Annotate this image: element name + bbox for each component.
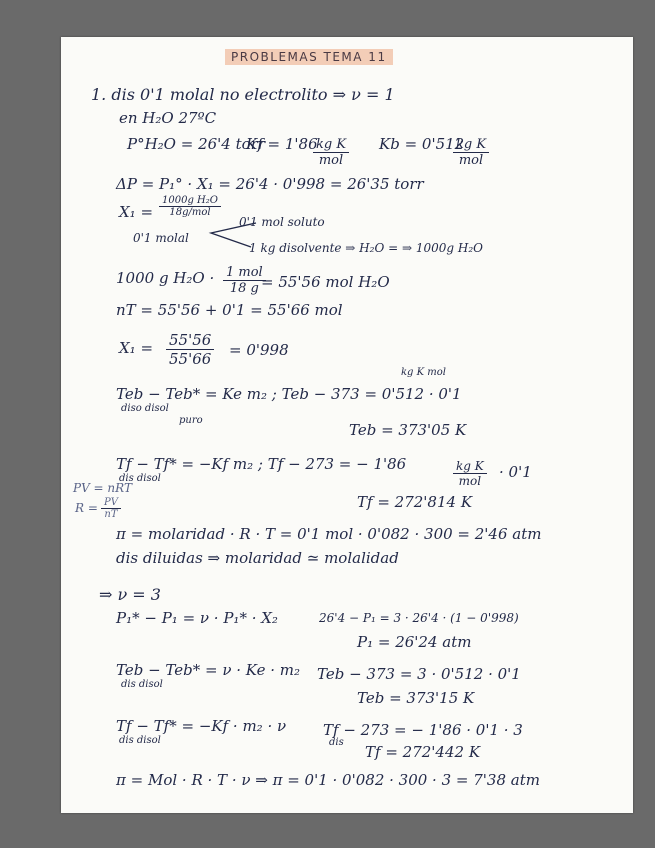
dilute-note: dis diluidas ⇒ molaridad ≃ molalidad	[116, 549, 399, 567]
osmotic-nu-equation: π = Mol · R · T · ν ⇒ π = 0'1 · 0'082 · 300 · 3 = 7'38 atm	[116, 771, 540, 789]
kb-units: kg K mol	[453, 137, 489, 168]
kf-constant: Kf = 1'86	[246, 135, 318, 153]
x1-fraction-label: X₁ =	[119, 339, 154, 357]
ebullition-result: Teb = 373'05 K	[349, 421, 467, 439]
freezing-multiplier: · 0'1	[499, 463, 532, 481]
solute-amount: 0'1 mol soluto	[239, 215, 325, 229]
ebullition-subscripts: diso disol	[121, 403, 169, 414]
kb-constant: Kb = 0'512	[379, 135, 465, 153]
molal-label: 0'1 molal	[133, 231, 189, 245]
osmotic-pressure: π = molaridad · R · T = 0'1 mol · 0'082 · 300 = 2'46 atm	[116, 525, 542, 543]
ebullition-nu-substitution: Teb − 373 = 3 · 0'512 · 0'1	[317, 665, 521, 683]
ebullition-puro: puro	[179, 415, 203, 426]
freezing-result: Tf = 272'814 K	[357, 493, 473, 511]
freezing-subscripts: dis disol	[119, 473, 161, 484]
scratch-fraction: 1000g H₂O 18g/mol	[159, 195, 221, 218]
freezing-nu-subscripts: dis disol	[119, 735, 161, 746]
page-title: PROBLEMAS TEMA 11	[225, 49, 393, 65]
mol-per-gram: 1 mol 18 g	[223, 265, 266, 296]
ebullition-units-top: kg K mol	[401, 367, 446, 378]
freezing-nu-substitution: Tf − 273 = − 1'86 · 0'1 · 3	[323, 721, 523, 739]
kf-units: kg K mol	[313, 137, 349, 168]
ebullition-nu-equation: Teb − Teb* = ν · Ke · m₂	[116, 661, 300, 679]
ebullition-nu-result: Teb = 373'15 K	[357, 689, 475, 707]
total-moles: nT = 55'56 + 0'1 = 55'66 mol	[116, 301, 343, 319]
freezing-nu-equation: Tf − Tf* = −Kf · m₂ · ν	[116, 717, 287, 735]
x1-label: X₁ =	[119, 203, 154, 221]
raoult-result: P₁ = 26'24 atm	[357, 633, 472, 651]
x1-fraction: $\frac{55'56}{55'66}$	[166, 331, 214, 368]
side-note-r: R =	[75, 501, 98, 515]
case-nu-3: ⇒ ν = 3	[99, 585, 161, 604]
side-note-fraction: $\frac{PV}{nT}$	[101, 497, 121, 520]
conditions-line: en H₂O 27ºC	[119, 109, 217, 127]
notebook-page	[61, 37, 633, 813]
raoult-equation: P₁* − P₁ = ν · P₁* · X₂	[116, 609, 278, 627]
ebullition-equation: Teb − Teb* = Ke m₂ ; Teb − 373 = 0'512 · 0'1	[116, 385, 462, 403]
water-moles: = 55'56 mol H₂O	[261, 273, 390, 291]
freezing-equation: Tf − Tf* = −Kf m₂ ; Tf − 273 = − 1'86	[116, 455, 407, 473]
pressure-drop: ΔP = P₁° · X₁ = 26'4 · 0'998 = 26'35 torr	[116, 175, 424, 193]
x1-value: = 0'998	[229, 341, 289, 359]
freezing-units: kg K mol	[453, 459, 487, 488]
water-conversion: 1000 g H₂O ·	[116, 269, 215, 287]
side-note-pv: PV = nRT	[73, 481, 132, 495]
ebullition-nu-subscripts: dis disol	[121, 679, 163, 690]
problem-statement: 1. dis 0'1 molal no electrolito ⇒ ν = 1	[91, 85, 395, 104]
vapor-pressure: P°H₂O = 26'4 torr	[127, 135, 266, 153]
freezing-nu-sub: dis	[329, 737, 344, 748]
freezing-nu-result: Tf = 272'442 K	[365, 743, 481, 761]
raoult-substitution: 26'4 − P₁ = 3 · 26'4 · (1 − 0'998)	[319, 611, 519, 625]
solvent-line: 1 kg disolvente ⇒ H₂O = ⇒ 1000g H₂O	[249, 241, 483, 255]
